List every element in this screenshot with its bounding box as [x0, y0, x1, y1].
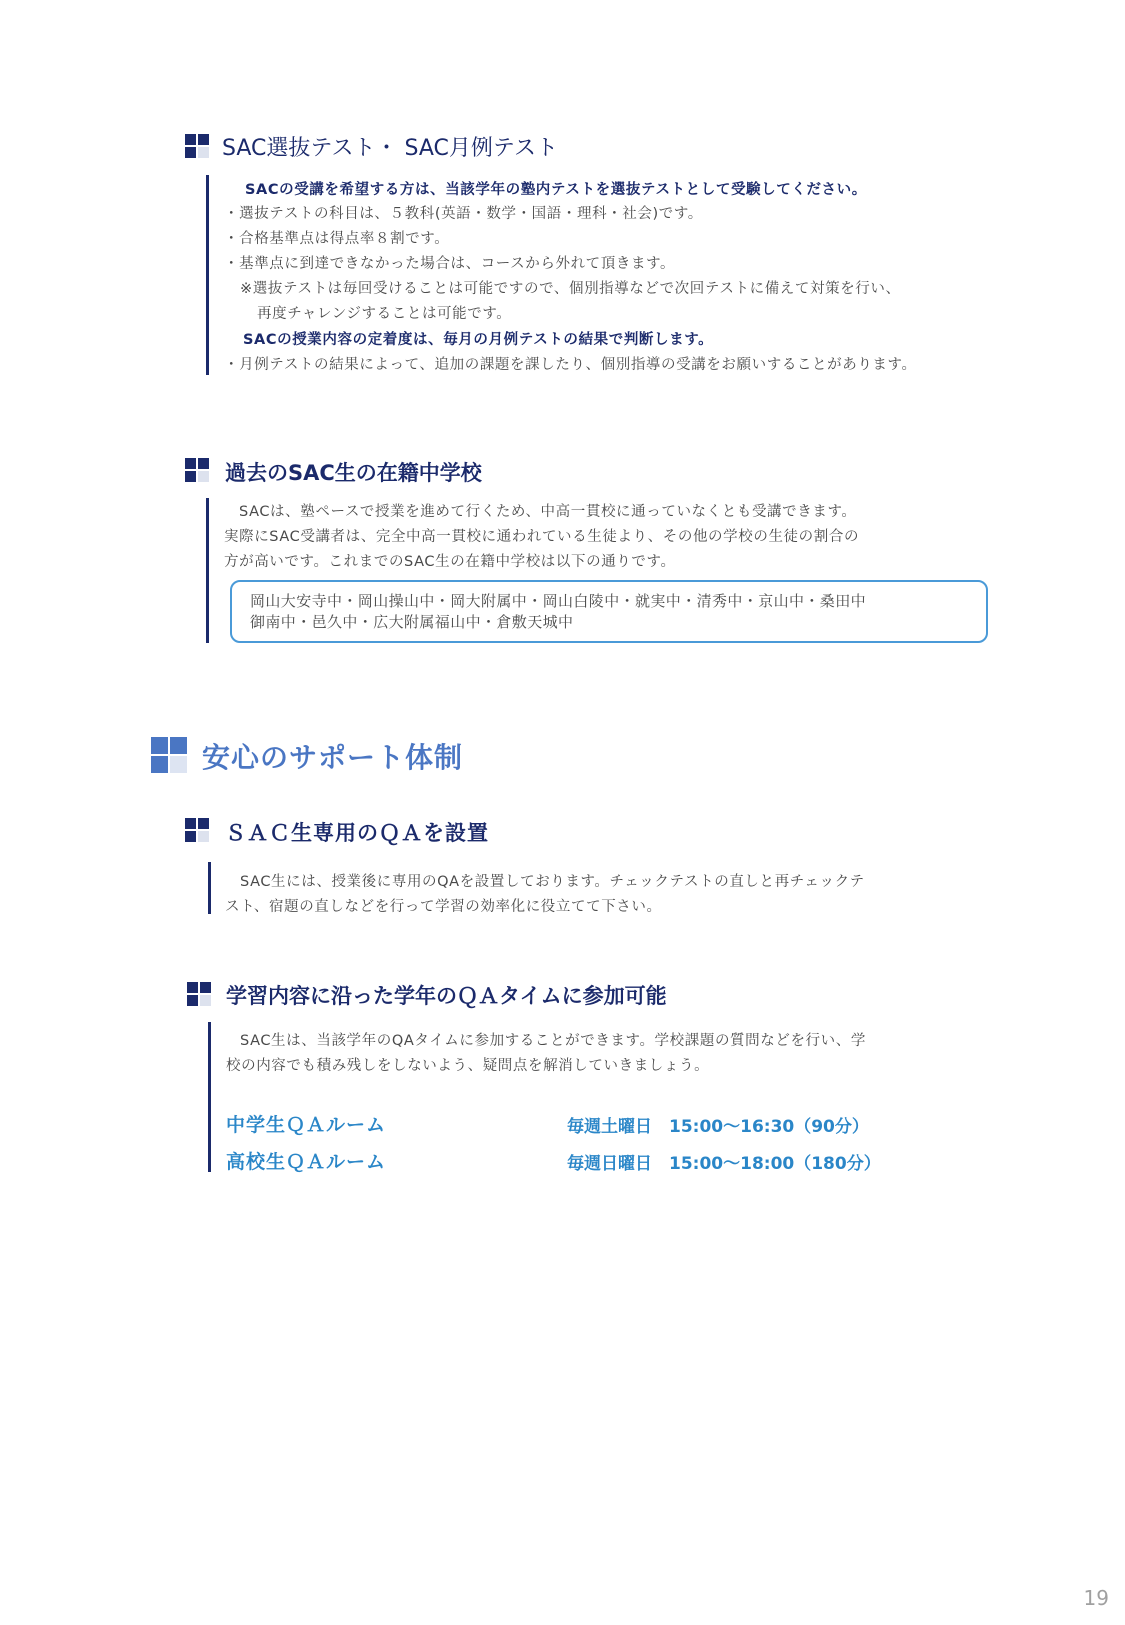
text-line: ・基準点に到達できなかった場合は、コースから外れて頂きます。 — [224, 256, 676, 272]
qa-room-name: 中学生ＱＡルーム — [226, 1114, 387, 1136]
text-line: 校の内容でも積み残しをしないよう、疑問点を解消していきましょう。 — [226, 1058, 710, 1074]
section-bar — [208, 1022, 211, 1172]
text-line: SACの授業内容の定着度は、毎月の月例テストの結果で判断します。 — [243, 332, 714, 348]
section-title-selection-test: SAC選抜テスト・ SAC月例テスト — [222, 136, 559, 161]
qa-room-name: 高校生ＱＡルーム — [226, 1151, 387, 1173]
text-line: ・合格基準点は得点率８割です。 — [224, 231, 450, 247]
text-line: 方が高いです。これまでのSAC生の在籍中学校は以下の通りです。 — [224, 554, 676, 570]
text-line: SAC生には、授業後に専用のQAを設置しております。チェックテストの直しと再チェックテ — [240, 874, 865, 890]
text-line: 実際にSAC受講者は、完全中高一貫校に通われている生徒より、その他の学校の生徒の割合の — [224, 529, 860, 545]
section-bar — [206, 175, 209, 375]
section-title-qa-setup: ＳＡＣ生専用のＱＡを設置 — [225, 821, 489, 845]
major-section-title-support: 安心のサポート体制 — [202, 741, 464, 774]
section-title-past-schools: 過去のSAC生の在籍中学校 — [225, 461, 482, 485]
qa-room-schedule: 毎週日曜日 15:00～18:00（180分） — [567, 1154, 881, 1174]
text-line: 再度チャレンジすることは可能です。 — [257, 306, 512, 322]
page-number: 19 — [1083, 1586, 1109, 1610]
text-line: SAC生は、当該学年のQAタイムに参加することができます。学校課題の質問などを行い、学 — [240, 1033, 866, 1049]
text-line: SACの受講を希望する方は、当該学年の塾内テストを選抜テストとして受験してください。 — [245, 182, 867, 198]
section-bar — [206, 498, 209, 643]
text-line: ※選抜テストは毎回受けることは可能ですので、個別指導などで次回テストに備えて対策を行い、 — [240, 281, 901, 297]
text-line: ・月例テストの結果によって、追加の課題を課したり、個別指導の受講をお願いすることがあります。 — [224, 357, 917, 373]
section-square-icon — [185, 458, 209, 482]
school-list-line: 岡山大安寺中・岡山操山中・岡大附属中・岡山白陵中・就実中・清秀中・京山中・桑田中 — [250, 592, 867, 610]
text-line: SACは、塾ペースで授業を進めて行くため、中高一貫校に通っていなくとも受講できます。 — [239, 504, 857, 520]
text-line: ・選抜テストの科目は、５教科(英語・数学・国語・理科・社会)です。 — [224, 206, 703, 222]
section-square-icon — [187, 982, 211, 1006]
section-bar — [208, 862, 211, 914]
section-title-qa-time: 学習内容に沿った学年のＱＡタイムに参加可能 — [226, 984, 667, 1008]
school-list-line: 御南中・邑久中・広大附属福山中・倉敷天城中 — [250, 613, 574, 631]
section-square-icon — [185, 134, 209, 158]
qa-room-schedule: 毎週土曜日 15:00～16:30（90分） — [567, 1117, 869, 1137]
major-section-square-icon — [151, 737, 187, 773]
section-square-icon — [185, 818, 209, 842]
text-line: スト、宿題の直しなどを行って学習の効率化に役立てて下さい。 — [225, 899, 662, 915]
